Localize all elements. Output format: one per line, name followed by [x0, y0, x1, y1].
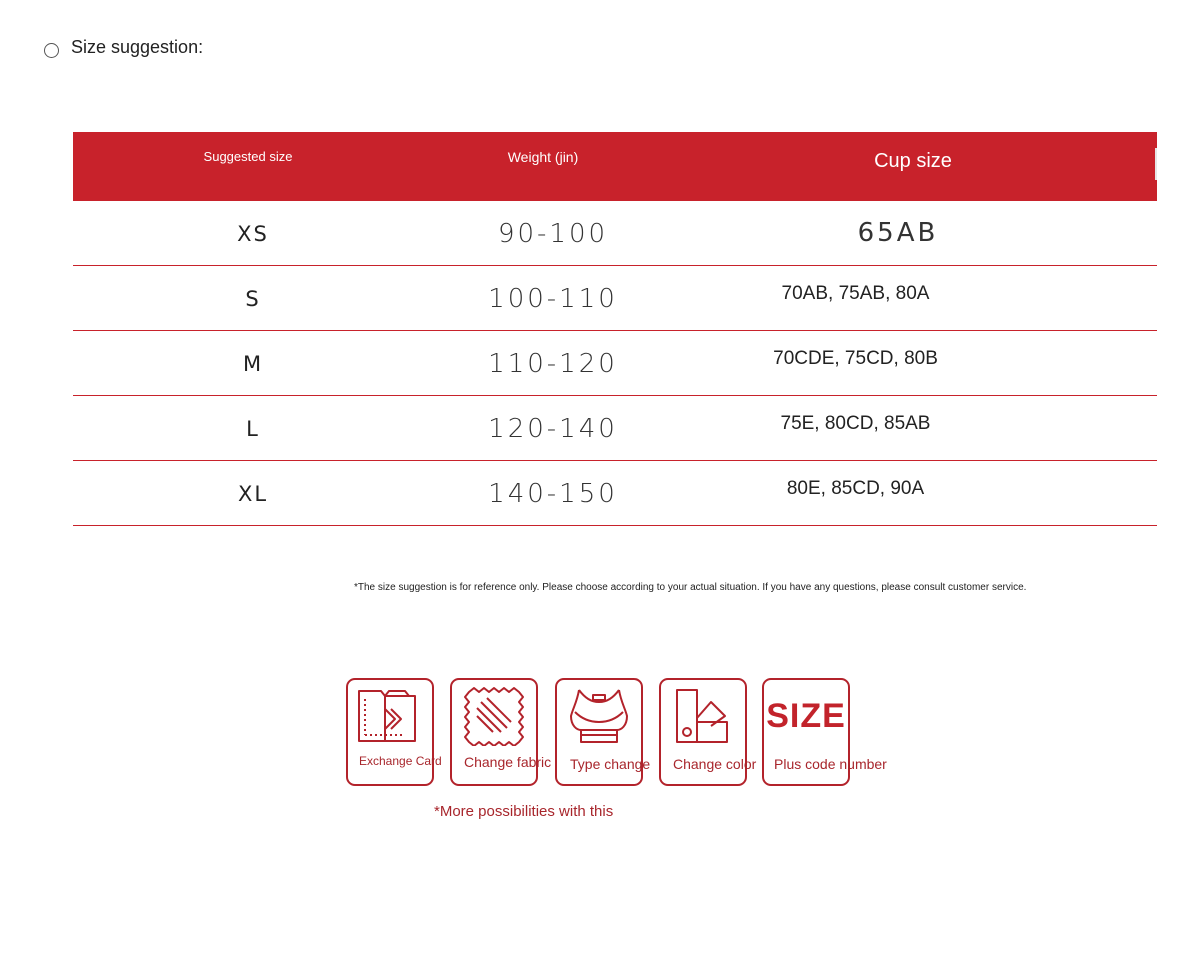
- service-change-color: [659, 678, 757, 786]
- radio-button[interactable]: [44, 43, 59, 58]
- fabric-icon: [452, 686, 536, 746]
- size-icon: [764, 686, 848, 746]
- service-label: Change color: [673, 756, 757, 772]
- size-cell: XL: [237, 482, 269, 506]
- service-type-change: [555, 678, 651, 786]
- cup-cell: 80E, 85CD, 90A: [786, 478, 925, 499]
- weight-cell: 90-100: [497, 219, 609, 249]
- size-table: [73, 132, 1157, 526]
- service-options: [346, 678, 946, 790]
- weight-cell: 120-140: [488, 414, 618, 444]
- header-cup-size: Cup size: [874, 150, 952, 172]
- exchange-card-icon: [348, 686, 432, 746]
- table-row: [73, 201, 1157, 266]
- header-suggested-size: Suggested size: [203, 149, 293, 164]
- service-label: Exchange Card: [359, 754, 442, 768]
- table-row: [73, 396, 1157, 461]
- size-suggestion-heading: [44, 36, 203, 58]
- size-cell: L: [246, 417, 260, 441]
- table-row: [73, 461, 1157, 526]
- service-change-fabric: [450, 678, 552, 786]
- sports-bra-icon: [557, 686, 641, 746]
- service-label: Plus code number: [774, 756, 887, 772]
- weight-cell: 110-120: [488, 349, 618, 379]
- table-row: [73, 266, 1157, 331]
- size-note: *The size suggestion is for reference only. Please choose according to your actual situation. If you have any questions, please consult customer service.: [354, 582, 1027, 593]
- cup-cell: 70AB, 75AB, 80A: [781, 283, 930, 304]
- cup-cell: 65AB: [857, 218, 939, 248]
- cup-cell: 75E, 80CD, 85AB: [780, 413, 931, 434]
- service-plus-code: [762, 678, 887, 786]
- size-cell: XS: [237, 222, 269, 246]
- weight-cell: 100-110: [488, 284, 618, 314]
- size-cell: M: [242, 352, 264, 376]
- service-label: Change fabric: [464, 754, 552, 770]
- size-cell: S: [245, 287, 261, 311]
- header-edge-divider: [1155, 148, 1157, 180]
- header-weight: Weight (jin): [507, 149, 579, 165]
- weight-cell: 140-150: [488, 479, 618, 509]
- size-icon-text: SIZE: [766, 696, 846, 735]
- service-exchange-card: [346, 678, 442, 786]
- service-label: Type change: [570, 756, 651, 772]
- cup-cell: 70CDE, 75CD, 80B: [773, 348, 938, 369]
- table-header: [73, 132, 1157, 201]
- heading-text: Size suggestion:: [71, 37, 204, 57]
- table-row: [73, 331, 1157, 396]
- more-possibilities-text: *More possibilities with this: [434, 803, 614, 820]
- color-swatch-icon: [661, 686, 745, 746]
